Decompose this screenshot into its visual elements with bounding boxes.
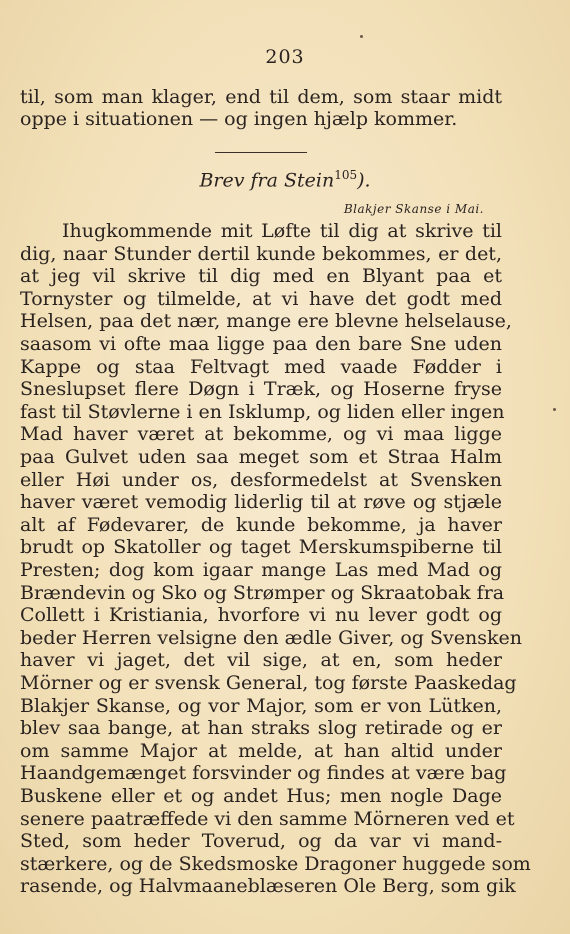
text-line: eller Høi under os, desformedelst at Svensken bbox=[20, 468, 502, 491]
text-line: fast til Støvlerne i en Isklump, og liden eller ingen bbox=[20, 400, 505, 423]
text-line: Tornyster og tilmelde, at vi have det godt med bbox=[20, 287, 502, 310]
footnote-marker: 105 bbox=[334, 168, 358, 182]
text-line: paa Gulvet uden saa meget som et Straa Halm bbox=[20, 446, 502, 468]
paper-speck bbox=[553, 408, 556, 411]
letter-place: Blakjer Skanse i Mai. bbox=[343, 202, 484, 216]
text-line: Buskene eller et og andet Hus; men nogle Dage bbox=[20, 785, 502, 807]
text-line: Mad haver været at bekomme, og vi maa ligge bbox=[20, 423, 502, 446]
text-line: Blakjer Skanse, og vor Major, som er von Lütken, bbox=[20, 694, 502, 717]
text-line: Helsen, paa det nær, mange ere blevne helselause, bbox=[20, 310, 512, 333]
letter-title-text: Brev fra Stein bbox=[199, 169, 335, 192]
text-line: Mörner og er svensk General, tog første Paaskedag bbox=[20, 672, 517, 694]
text-line: Kappe og staa Feltvagt med vaade Fødder i bbox=[20, 355, 502, 378]
text-line: Ihugkommende mit Løfte til dig at skrive til bbox=[62, 220, 502, 242]
text-line: om samme Major at melde, at han altid under bbox=[20, 739, 502, 762]
text-line: dig, naar Stunder dertil kunde bekommes, er det, bbox=[20, 242, 502, 265]
text-line: at jeg vil skrive til dig med en Blyant paa et bbox=[20, 265, 502, 288]
text-line: Sted, som heder Toverud, og da var vi mand- bbox=[20, 830, 502, 853]
text-line: rasende, og Halvmaaneblæseren Ole Berg, som gik bbox=[20, 875, 516, 898]
text-line: Sneslupset flere Døgn i Træk, og Hoserne fryse bbox=[20, 378, 502, 401]
text-line: beder Herren velsigne den ædle Giver, og Svensken bbox=[20, 626, 522, 649]
text-line: brudt op Skatoller og taget Merskumspiberne til bbox=[20, 536, 502, 559]
text-line: haver været vemodig liderlig til at røve og stjæle bbox=[20, 491, 502, 514]
page-number: 203 bbox=[265, 46, 305, 68]
text-line: Haandgemænget forsvinder og findes at være bag bbox=[20, 762, 507, 785]
text-line: saasom vi ofte maa ligge paa den bare Sne uden bbox=[20, 333, 502, 355]
text-line: senere paatræffede vi den samme Mörneren ved et bbox=[20, 807, 515, 830]
section-divider bbox=[215, 152, 307, 153]
text-line: haver vi jaget, det vil sige, at en, som heder bbox=[20, 649, 502, 672]
text-line: til, som man klager, end til dem, som staar midt bbox=[20, 86, 502, 108]
text-line: Presten; dog kom igaar mange Las med Mad og bbox=[20, 559, 502, 581]
text-line: oppe i situationen — og ingen hjælp kommer. bbox=[20, 108, 458, 130]
letter-title bbox=[0, 168, 570, 191]
text-line: stærkere, og de Skedsmoske Dragoner huggede som bbox=[20, 852, 531, 875]
paper-speck bbox=[360, 35, 363, 38]
text-line: Brændevin og Sko og Strømper og Skraatobak fra bbox=[20, 581, 505, 604]
text-line: blev saa bange, at han straks slog retirade og er bbox=[20, 717, 502, 740]
text-line: alt af Fødevarer, de kunde bekomme, ja haver bbox=[20, 513, 502, 536]
letter-title-suffix: ). bbox=[357, 169, 371, 192]
text-line: Collett i Kristiania, hvorfore vi nu lever godt og bbox=[20, 604, 502, 627]
